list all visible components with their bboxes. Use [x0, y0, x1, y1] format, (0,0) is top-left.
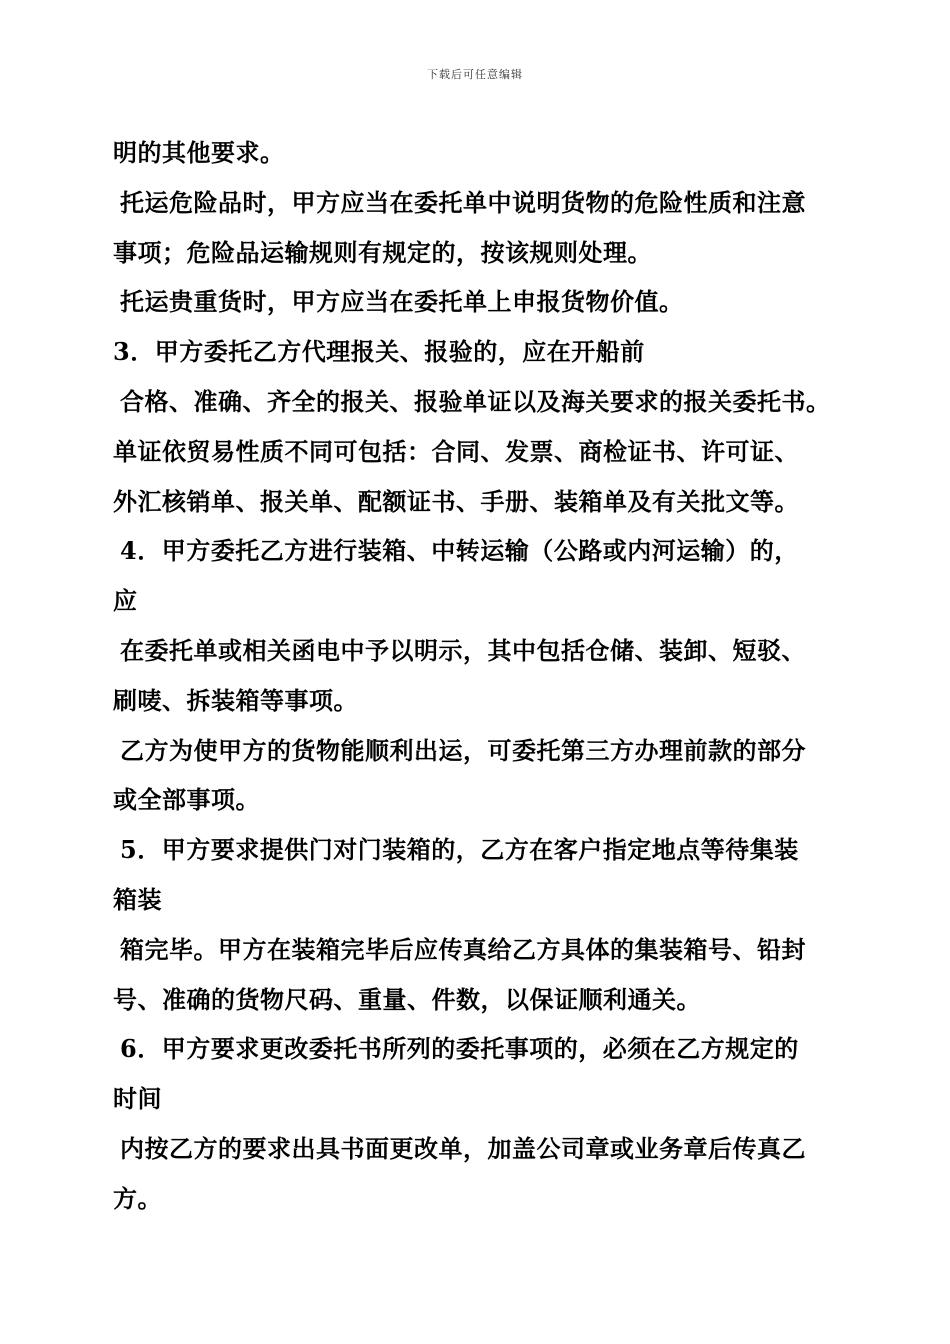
text-line: 或全部事项。 — [113, 785, 260, 815]
text-line: 内按乙方的要求出具书面更改单，加盖公司章或业务章后传真乙 — [120, 1133, 806, 1163]
text-line: 托运危险品时，甲方应当在委托单中说明货物的危险性质和注意 — [120, 187, 806, 217]
text-line: 合格、准确、齐全的报关、报验单证以及海关要求的报关委托书。 — [120, 386, 831, 416]
text-line: 方。 — [113, 1183, 162, 1213]
text-line: 号、准确的货物尺码、重量、件数，以保证顺利通关。 — [113, 984, 701, 1014]
text-line: 在委托单或相关函电中予以明示，其中包括仓储、装卸、短驳、 — [120, 635, 806, 665]
text-line: 时间 — [113, 1084, 162, 1114]
text-line: 4．甲方委托乙方进行装箱、中转运输（公路或内河运输）的， — [120, 536, 799, 566]
text-line: 3．甲方委托乙方代理报关、报验的，应在开船前 — [113, 337, 645, 367]
text-line: 乙方为使甲方的货物能顺利出运，可委托第三方办理前款的部分 — [120, 735, 806, 765]
text-line: 外汇核销单、报关单、配额证书、手册、装箱单及有关批文等。 — [113, 486, 799, 516]
text-line: 刷唛、拆装箱等事项。 — [113, 685, 358, 715]
text-line: 箱装 — [113, 884, 162, 914]
document-body — [113, 128, 853, 1224]
text-line: 6．甲方要求更改委托书所列的委托事项的，必须在乙方规定的 — [120, 1034, 799, 1064]
text-line: 托运贵重货时，甲方应当在委托单上申报货物价值。 — [120, 287, 684, 317]
text-line: 明的其他要求。 — [113, 138, 285, 167]
text-line: 单证依贸易性质不同可包括：合同、发票、商检证书、许可证、 — [113, 436, 799, 466]
text-line: 箱完毕。甲方在装箱完毕后应传真给乙方具体的集装箱号、铅封 — [120, 934, 806, 964]
page-header: 下载后可任意编辑 — [427, 68, 523, 81]
text-line: 事项；危险品运输规则有规定的，按该规则处理。 — [113, 237, 652, 267]
text-line: 5．甲方要求提供门对门装箱的，乙方在客户指定地点等待集装 — [120, 835, 799, 865]
text-line: 应 — [113, 586, 138, 616]
